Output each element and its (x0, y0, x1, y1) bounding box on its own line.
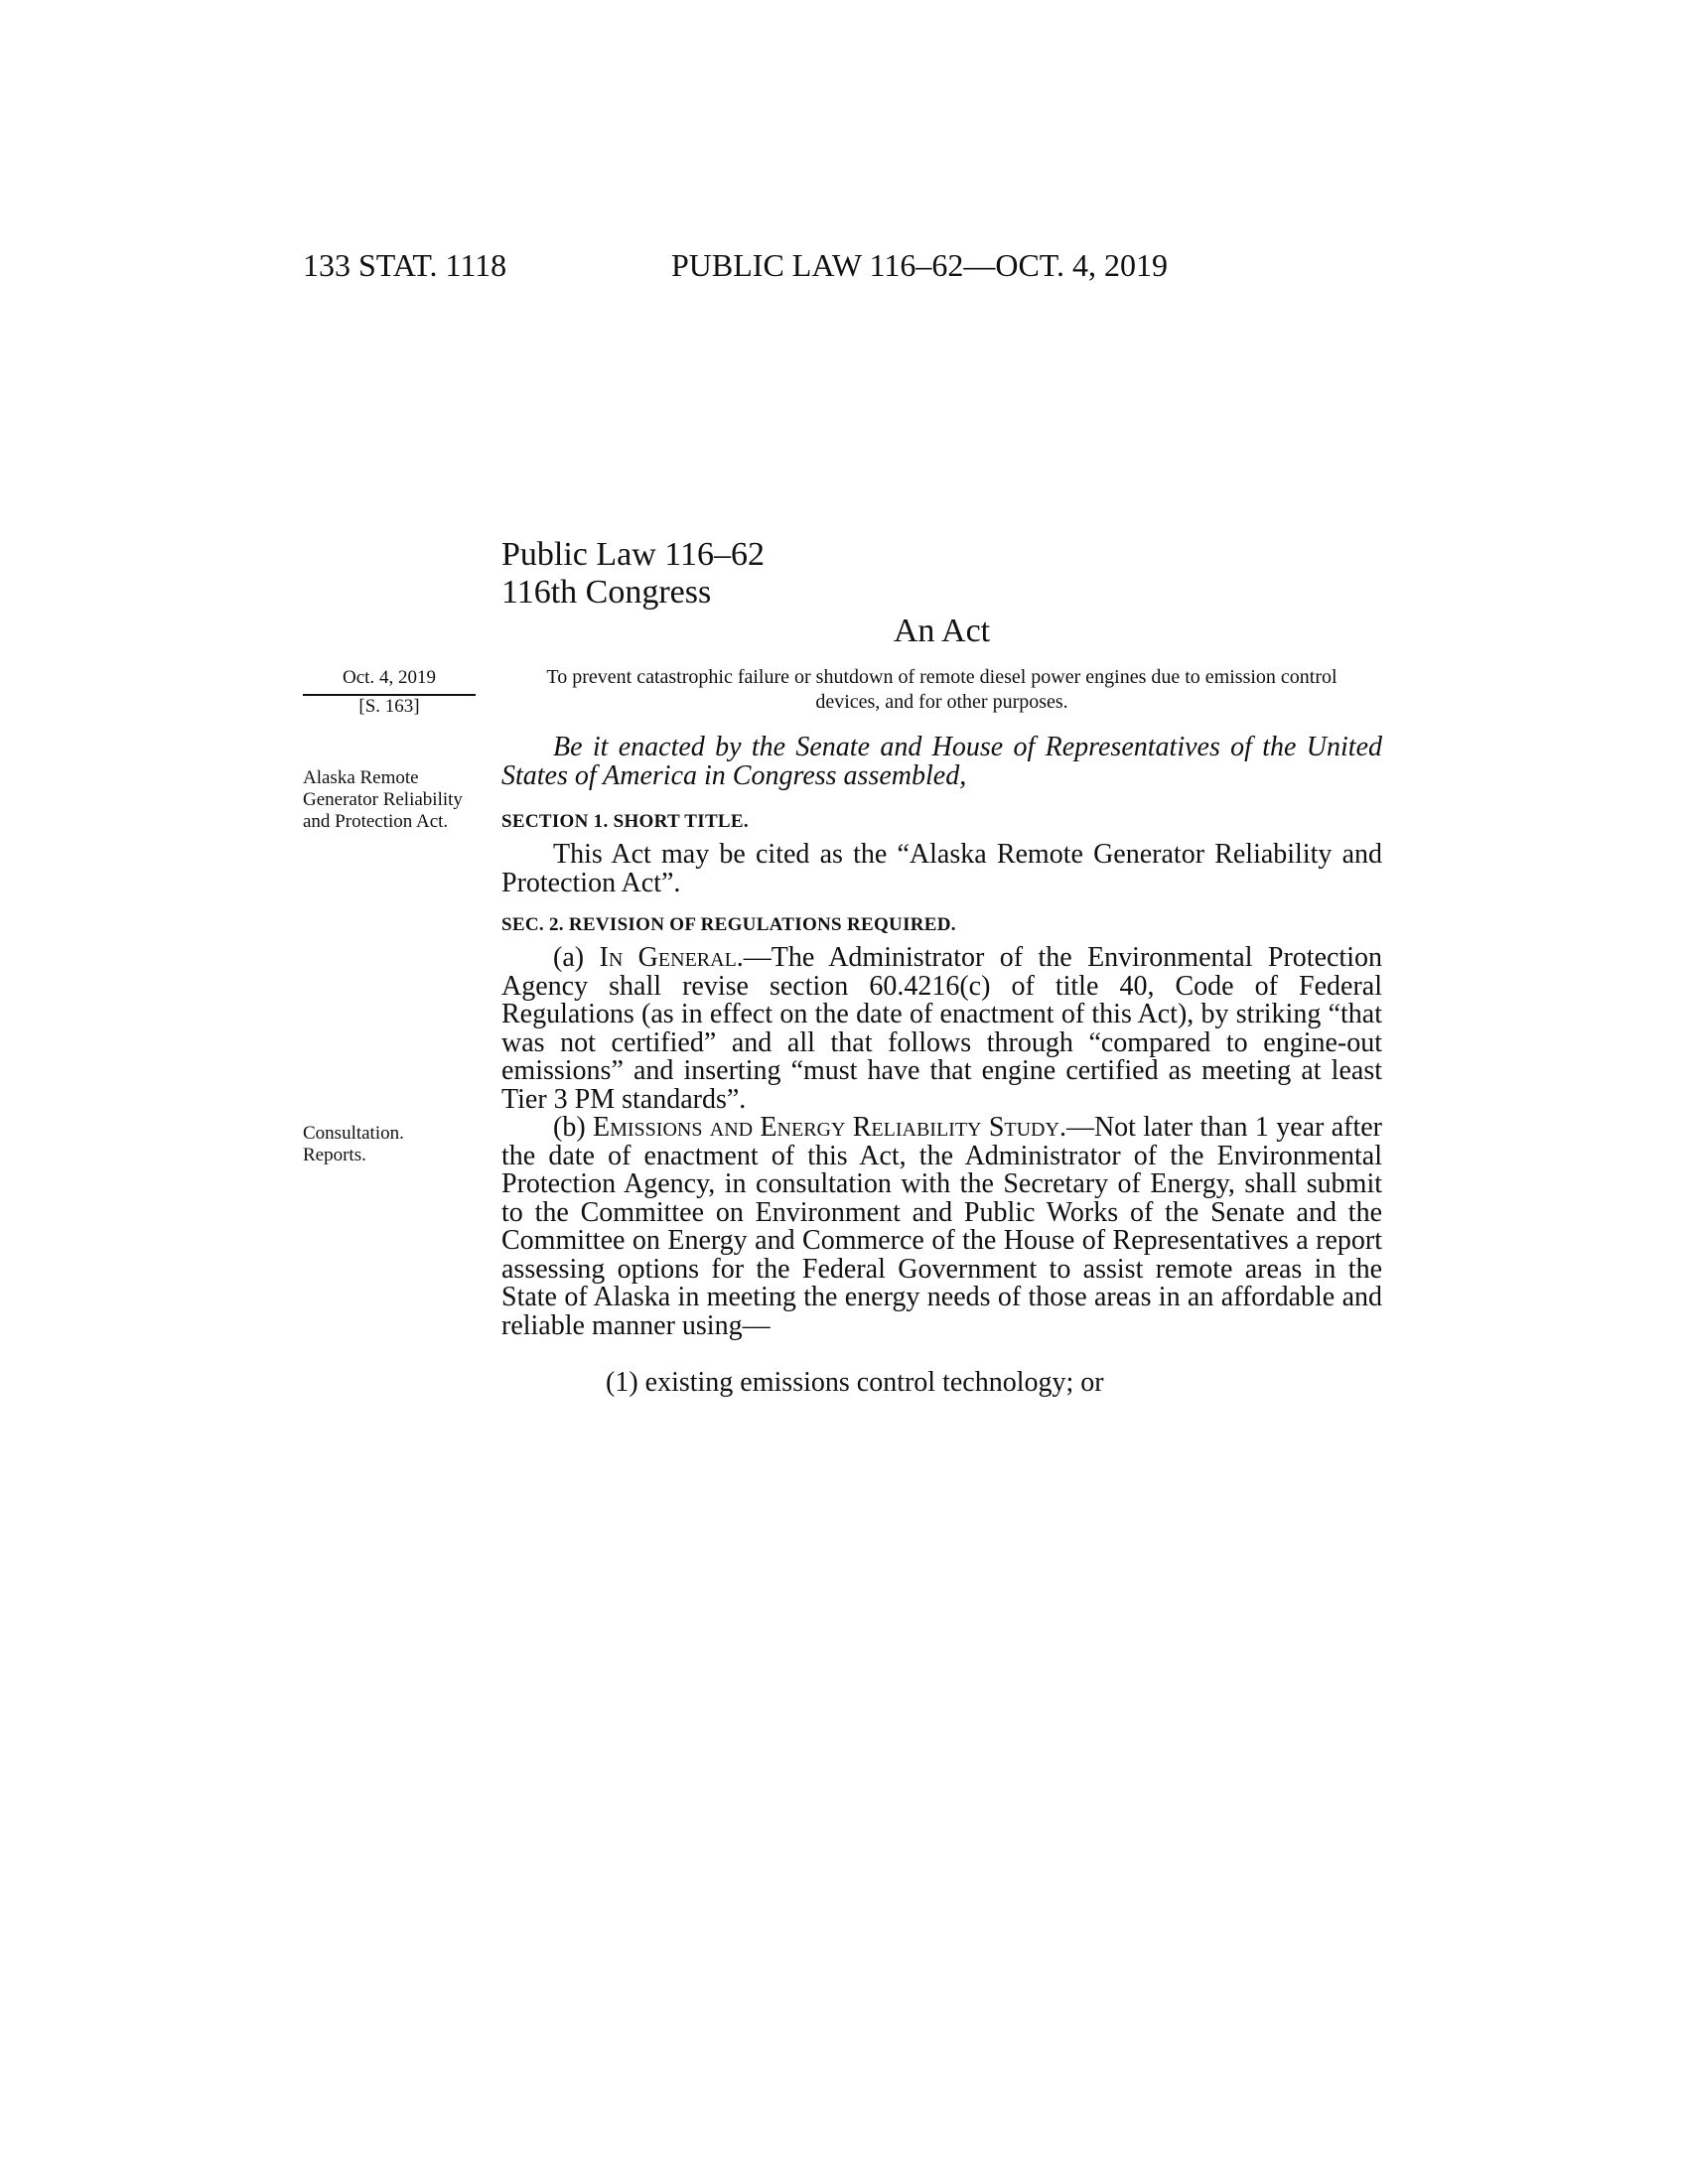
subsection-a-heading: In General (599, 942, 737, 973)
law-title: Public Law 116–62 (501, 536, 766, 573)
margin-bill-number: [S. 163] (358, 696, 420, 717)
margin-note-reports: Reports. (303, 1145, 366, 1165)
margin-note-short-title: Alaska Remote Generator Reliability and Protection Act. (303, 767, 463, 832)
running-head: PUBLIC LAW 116–62—OCT. 4, 2019 (671, 247, 1168, 283)
congress-number: 116th Congress (501, 574, 712, 611)
enacting-clause: Be it enacted by the Senate and House of Representatives of the United States of America in Congress assembled, (501, 732, 1382, 791)
subsection-a: (a) In General.—The Administrator of the Environmental Protection Agency shall revise section 60.4216(c) of title 40, Code of Federal Regulations (as in effect on the date of enactment of this Act), by striking “that was not certified” and all that follows through “compared to engine-out emissions” and inserting “must have that engine certified as meeting at least Tier 3 PM standards”. (501, 942, 1382, 1115)
page-citation: 133 STAT. 1118 (303, 247, 507, 283)
margin-note-consultation: Consultation. (303, 1123, 404, 1144)
purpose-statement: To prevent catastrophic failure or shutdown of remote diesel power engines due to emission control devices, and for other purposes. (546, 666, 1337, 713)
subsection-b-text: Not later than 1 year after the date of enactment of this Act, the Administrator of the Environmental Protection Agency, in consultation with the Secretary of Energy, shall submit to the Committee on Environment and Public Works of the Senate and the Committee on Energy and Commerce of the House of Representatives a report assessing options for the Federal Government to assist remote areas in the State of Alaska in meeting the energy needs of those areas in an affordable and reliable manner using— (501, 1112, 1382, 1341)
subsection-a-label: (a) (553, 942, 585, 973)
subsection-a-text: The Administrator of the Environmental Protection Agency shall revise section 60.4216(c) of title 40, Code of Federal Regulations (as in effect on the date of enactment of this Act), by striking “that was not certified” and all that follows through “compared to engine-out emissions” and inserting “must have that engine certified as meeting at least Tier 3 PM standards”. (501, 942, 1382, 1115)
subsection-b-heading: Emissions and Energy Reliability Study (592, 1112, 1059, 1143)
section-1-heading: SECTION 1. SHORT TITLE. (501, 811, 749, 832)
paragraph-1: (1) existing emissions control technology; or (606, 1367, 1104, 1398)
section-2-heading: SEC. 2. REVISION OF REGULATIONS REQUIRED. (501, 914, 956, 935)
margin-note-consultation-reports (303, 1123, 482, 1166)
subsection-b: (b) Emissions and Energy Reliability Study.—Not later than 1 year after the date of enactment of this Act, the Administrator of the Environmental Protection Agency, in consultation with the Secretary of Energy, shall submit to the Committee on Environment and Public Works of the Senate and the Committee on Energy and Commerce of the House of Representatives a report assessing options for the Federal Government to assist remote areas in the State of Alaska in meeting the energy needs of those areas in an affordable and reliable manner using— (501, 1112, 1382, 1341)
act-heading: An Act (893, 613, 991, 649)
margin-date: Oct. 4, 2019 (303, 666, 476, 696)
subsection-b-label: (b) (553, 1112, 586, 1143)
section-1-text: This Act may be cited as the “Alaska Remote Generator Reliability and Protection Act”. (501, 839, 1382, 898)
